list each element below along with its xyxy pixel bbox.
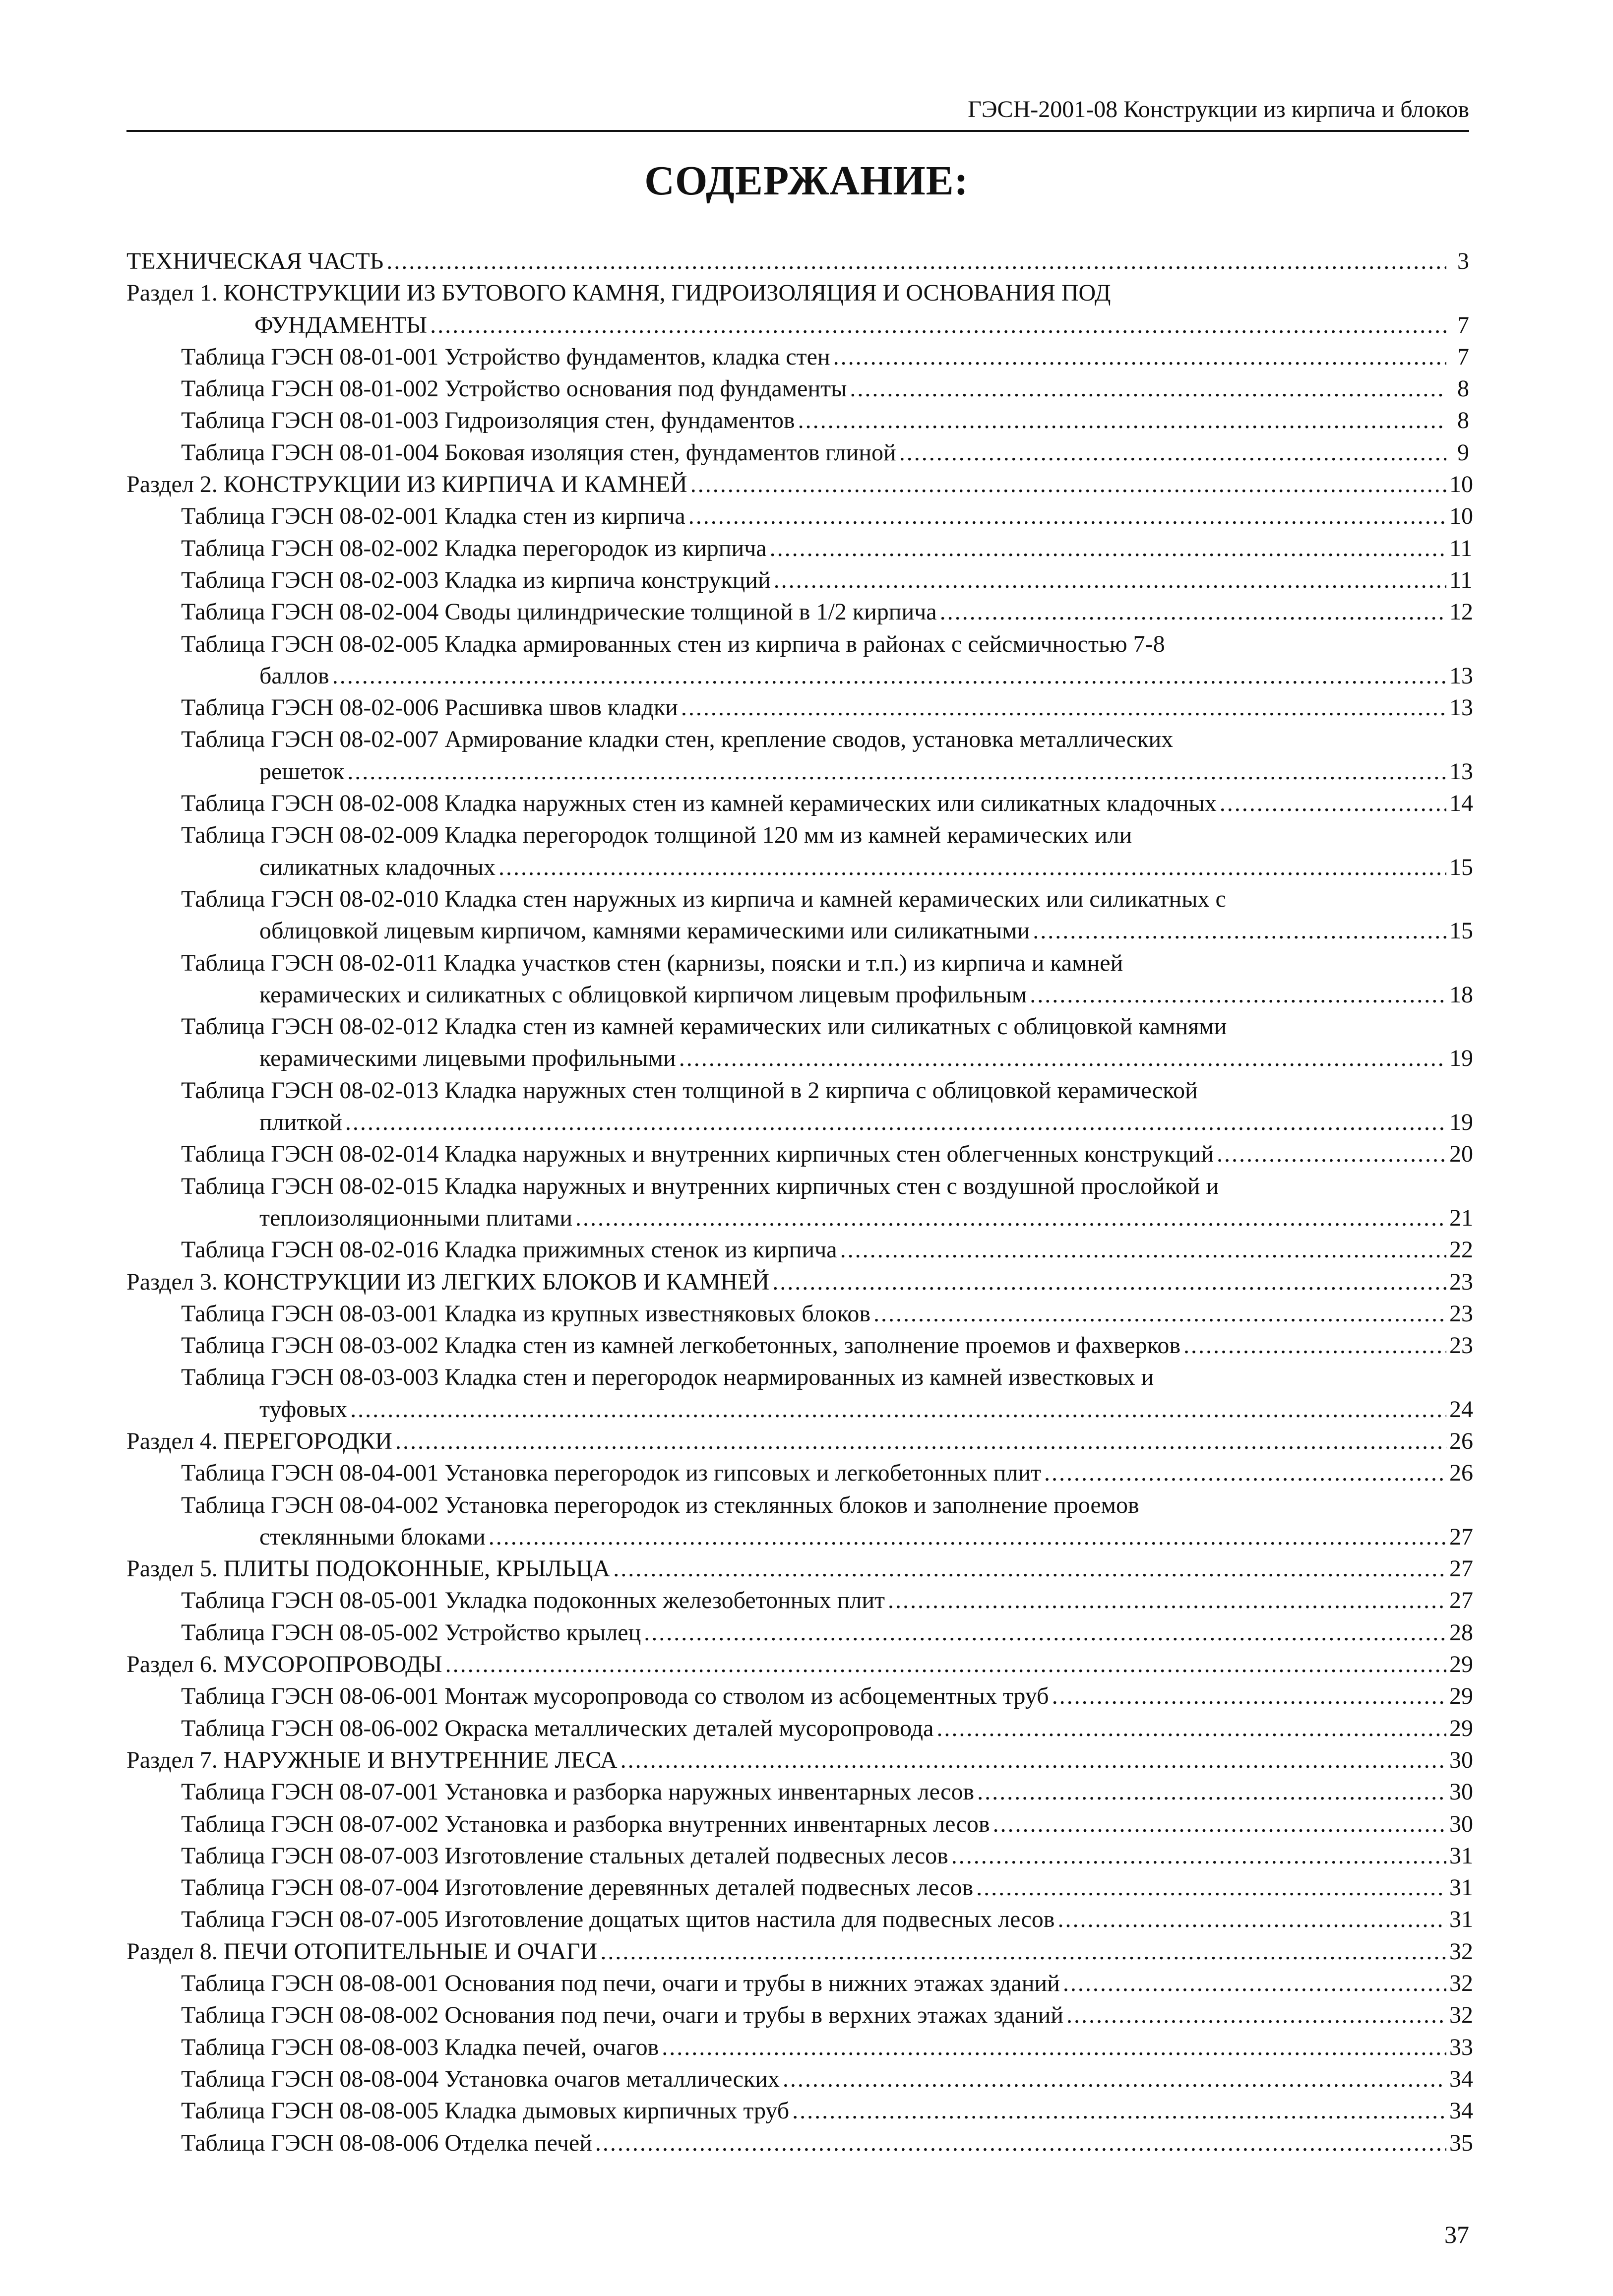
- toc-entry-line: [181, 1585, 1473, 1616]
- toc-section-entry[interactable]: [126, 1936, 1473, 1968]
- toc-entry-label: Таблица ГЭСН 08-01-003 Гидроизоляция стен, фундаментов: [181, 407, 795, 434]
- toc-table-entry[interactable]: [126, 1457, 1473, 1489]
- toc-entry-first-line: Таблица ГЭСН 08-02-010 Кладка стен наружных из кирпича и камней керамических или силикатных с: [181, 885, 1226, 912]
- toc-entry-line: [181, 915, 1473, 947]
- toc-table-entry[interactable]: [126, 1999, 1473, 2031]
- toc-entry-line: [181, 692, 1473, 724]
- toc-entry-label: Таблица ГЭСН 08-02-002 Кладка перегородок из кирпича: [181, 535, 767, 561]
- toc-page-number: 23: [1449, 1300, 1473, 1327]
- page-number: 37: [1444, 2221, 1469, 2248]
- toc-entry-first-line: Таблица ГЭСН 08-02-013 Кладка наружных стен толщиной в 2 кирпича с облицовкой керамической: [181, 1077, 1198, 1104]
- toc-dot-leader: [489, 1521, 1446, 1553]
- toc-page-number: 30: [1449, 1746, 1473, 1773]
- toc-table-entry[interactable]: [126, 819, 1473, 883]
- toc-section-entry[interactable]: [126, 1744, 1473, 1776]
- toc-page-number: 26: [1449, 1460, 1473, 1487]
- toc-page-number: 35: [1449, 2129, 1473, 2156]
- toc-dot-leader: [774, 564, 1446, 596]
- toc-table-entry[interactable]: [126, 1680, 1473, 1712]
- toc-page-number: 15: [1449, 918, 1473, 944]
- toc-dot-leader: [347, 756, 1446, 788]
- toc-table-entry[interactable]: [126, 500, 1473, 532]
- toc-entry-label: Таблица ГЭСН 08-08-001 Основания под печи, очаги и трубы в нижних этажах зданий: [181, 1970, 1060, 1997]
- toc-table-entry[interactable]: [126, 692, 1473, 724]
- toc-entry-line: [181, 373, 1469, 405]
- toc-entry-label: Таблица ГЭСН 08-01-002 Устройство основания под фундаменты: [181, 375, 847, 402]
- toc-dot-leader: [498, 852, 1446, 883]
- toc-page-number: 18: [1449, 981, 1473, 1008]
- toc-entry-line: [181, 2032, 1473, 2063]
- toc-entry-line: [181, 341, 1469, 373]
- toc-entry-line: [181, 405, 1469, 436]
- toc-entry-label: Таблица ГЭСН 08-03-001 Кладка из крупных известняковых блоков: [181, 1300, 871, 1327]
- toc-page-number: 21: [1449, 1204, 1473, 1231]
- toc-page-number: 29: [1449, 1651, 1473, 1678]
- toc-entry-label: Таблица ГЭСН 08-06-002 Окраска металлических деталей мусоропровода: [181, 1715, 934, 1741]
- toc-page-number: 32: [1449, 1970, 1473, 1997]
- toc-entry-label: Таблица ГЭСН 08-07-003 Изготовление стальных деталей подвесных лесов: [181, 1842, 948, 1869]
- toc-page-number: 27: [1449, 1587, 1473, 1614]
- toc-entry-line: [126, 310, 1469, 341]
- toc-entry-label: ТЕХНИЧЕСКАЯ ЧАСТЬ: [126, 248, 384, 274]
- toc-entry-label: решеток: [259, 758, 345, 785]
- toc-page-number: 30: [1449, 1779, 1473, 1805]
- toc-entry-label: Таблица ГЭСН 08-01-004 Боковая изоляция стен, фундаментов глиной: [181, 439, 896, 466]
- toc-entry-line: [181, 1713, 1473, 1744]
- toc-page-number: 33: [1449, 2034, 1473, 2060]
- toc-entry-line: [181, 1234, 1473, 1266]
- toc-table-entry[interactable]: [126, 2127, 1473, 2159]
- toc-entry-label: Таблица ГЭСН 08-08-003 Кладка печей, очагов: [181, 2034, 659, 2060]
- toc-page-number: 20: [1449, 1141, 1473, 1168]
- toc-dot-leader: [770, 533, 1446, 564]
- toc-entry-first-line: Таблица ГЭСН 08-03-003 Кладка стен и перегородок неармированных из камней известковых и: [181, 1364, 1154, 1391]
- toc-entry-label: Таблица ГЭСН 08-07-005 Изготовление дощатых щитов настила для подвесных лесов: [181, 1906, 1055, 1933]
- toc-page-number: 15: [1449, 854, 1473, 880]
- toc-entry-label: Раздел 7. НАРУЖНЫЕ И ВНУТРЕННИЕ ЛЕСА: [126, 1746, 618, 1773]
- toc-entry-label: Таблица ГЭСН 08-05-001 Укладка подоконных железобетонных плит: [181, 1587, 885, 1614]
- toc-entry-first-line: Таблица ГЭСН 08-02-015 Кладка наружных и внутренних кирпичных стен с воздушной прослойкой и: [181, 1173, 1219, 1199]
- toc-table-entry[interactable]: [126, 1330, 1473, 1362]
- toc-entry-label: плиткой: [259, 1109, 342, 1136]
- toc-entry-first-line: Таблица ГЭСН 08-04-002 Установка перегородок из стеклянных блоков и заполнение проемов: [181, 1491, 1139, 1518]
- toc-entry-line: [181, 1138, 1473, 1170]
- toc-entry-label: Таблица ГЭСН 08-06-001 Монтаж мусоропровода со стволом из асбоцементных труб: [181, 1683, 1049, 1710]
- toc-dot-leader: [1063, 1968, 1446, 1999]
- toc-page-number: 7: [1457, 343, 1469, 370]
- toc-entry-first-line: Таблица ГЭСН 08-02-012 Кладка стен из камней керамических или силикатных с облицовкой камнями: [181, 1013, 1227, 1040]
- toc-dot-leader: [993, 1808, 1446, 1840]
- toc-entry-line: [181, 1457, 1473, 1489]
- toc-dot-leader: [1052, 1680, 1446, 1712]
- toc-page-number: 23: [1449, 1268, 1473, 1295]
- toc-entry-label: Таблица ГЭСН 08-08-004 Установка очагов металлических: [181, 2065, 780, 2092]
- toc-entry-label: Раздел 6. МУСОРОПРОВОДЫ: [126, 1651, 442, 1678]
- toc-section-entry[interactable]: [126, 1553, 1473, 1585]
- toc-entry-first-line: Раздел 1. КОНСТРУКЦИИ ИЗ БУТОВОГО КАМНЯ, ГИДРОИЗОЛЯЦИЯ И ОСНОВАНИЯ ПОД: [126, 280, 1111, 307]
- toc-page-number: 11: [1449, 535, 1473, 561]
- toc-entry-label: Таблица ГЭСН 08-02-008 Кладка наружных стен из камней керамических или силикатных кладочных: [181, 790, 1217, 817]
- toc-table-entry[interactable]: [126, 1489, 1473, 1553]
- toc-table-entry[interactable]: [126, 947, 1473, 1011]
- toc-table-entry[interactable]: [126, 883, 1473, 947]
- toc-entry-line: [126, 1266, 1473, 1298]
- toc-table-entry[interactable]: [126, 1362, 1473, 1426]
- toc-entry-line: [181, 564, 1473, 596]
- toc-dot-leader: [899, 437, 1446, 469]
- toc-entry-label: Раздел 2. КОНСТРУКЦИИ ИЗ КИРПИЧА И КАМНЕЙ: [126, 471, 687, 498]
- toc-entry-label: Раздел 3. КОНСТРУКЦИИ ИЗ ЛЕГКИХ БЛОКОВ И КАМНЕЙ: [126, 1268, 770, 1295]
- toc-page-number: 19: [1449, 1109, 1473, 1136]
- toc-entry-line: [126, 1936, 1473, 1968]
- toc-page-number: 10: [1449, 471, 1473, 498]
- toc-dot-leader: [772, 1266, 1446, 1298]
- toc-page-number: 29: [1449, 1715, 1473, 1741]
- toc-entry-line: [126, 1426, 1473, 1457]
- toc-entry-line: [181, 1107, 1473, 1138]
- running-header: ГЭСН-2001-08 Конструкции из кирпича и блоков: [968, 96, 1469, 123]
- toc-table-entry[interactable]: [126, 2063, 1473, 2095]
- toc-dot-leader: [840, 1234, 1446, 1266]
- toc-dot-leader: [1044, 1457, 1446, 1489]
- toc-dot-leader: [1057, 1904, 1446, 1935]
- toc-page-number: 32: [1449, 2002, 1473, 2029]
- toc-entry-first-line: Таблица ГЭСН 08-02-005 Кладка армированных стен из кирпича в районах с сейсмичностью 7-8: [181, 630, 1165, 657]
- toc-dot-leader: [681, 692, 1446, 724]
- toc-entry-label: Таблица ГЭСН 08-07-002 Установка и разборка внутренних инвентарных лесов: [181, 1810, 990, 1837]
- toc-dot-leader: [595, 2127, 1446, 2159]
- toc-dot-leader: [936, 1713, 1446, 1744]
- toc-entry-label: ФУНДАМЕНТЫ: [254, 311, 428, 338]
- toc-entry-label: туфовых: [259, 1396, 348, 1423]
- toc-entry-label: Таблица ГЭСН 08-02-004 Своды цилиндрические толщиной в 1/2 кирпича: [181, 599, 937, 625]
- toc-entry-line: [181, 788, 1473, 819]
- toc-entry-label: Раздел 5. ПЛИТЫ ПОДОКОННЫЕ, КРЫЛЬЦА: [126, 1555, 611, 1582]
- toc-entry-label: Таблица ГЭСН 08-08-002 Основания под печи, очаги и трубы в верхних этажах зданий: [181, 2002, 1063, 2029]
- toc-page-number: 8: [1457, 375, 1469, 402]
- toc-page-number: 31: [1449, 1874, 1473, 1901]
- toc-page-number: 14: [1449, 790, 1473, 817]
- toc-page-number: 13: [1449, 694, 1473, 721]
- toc-dot-leader: [951, 1840, 1446, 1872]
- toc-entry-line: [181, 1298, 1473, 1330]
- toc-table-entry[interactable]: [126, 373, 1469, 405]
- toc-entry-line: [181, 1202, 1473, 1234]
- toc-entry-line: [126, 1553, 1473, 1585]
- toc-table-entry[interactable]: [126, 1171, 1473, 1235]
- toc-page-number: 19: [1449, 1045, 1473, 1072]
- toc-dot-leader: [620, 1744, 1446, 1776]
- toc-entry-label: Таблица ГЭСН 08-02-001 Кладка стен из кирпича: [181, 503, 685, 530]
- toc-table-entry[interactable]: [126, 341, 1469, 373]
- toc-entry-first-line: Таблица ГЭСН 08-02-009 Кладка перегородок толщиной 120 мм из камней керамических или: [181, 822, 1132, 849]
- toc-table-entry[interactable]: [126, 1808, 1473, 1840]
- toc-table-entry[interactable]: [126, 1138, 1473, 1170]
- toc-entry-line: [181, 1840, 1473, 1872]
- toc-entry-line: [126, 1744, 1473, 1776]
- toc-entry-line: [181, 1617, 1473, 1649]
- toc-section-entry[interactable]: [126, 1266, 1473, 1298]
- toc-entry-line: [181, 2127, 1473, 2159]
- toc-dot-leader: [783, 2063, 1446, 2095]
- toc-entry-line: [181, 756, 1473, 788]
- toc-entry-line: [181, 2095, 1473, 2127]
- toc-entry-label: Таблица ГЭСН 08-08-006 Отделка печей: [181, 2129, 592, 2156]
- header-rule: [126, 130, 1469, 132]
- toc-entry-line: [181, 533, 1473, 564]
- toc-dot-leader: [613, 1553, 1446, 1585]
- toc-page-number: 30: [1449, 1810, 1473, 1837]
- toc-entry-label: Таблица ГЭСН 08-07-001 Установка и разборка наружных инвентарных лесов: [181, 1779, 975, 1805]
- toc-entry-line: [181, 1680, 1473, 1712]
- toc-page-number: 13: [1449, 758, 1473, 785]
- toc-dot-leader: [798, 405, 1446, 436]
- toc-page-number: 32: [1449, 1938, 1473, 1965]
- toc-page-number: 22: [1449, 1237, 1473, 1263]
- toc-section-entry[interactable]: [126, 469, 1473, 500]
- toc-entry-line: [181, 1968, 1473, 1999]
- toc-dot-leader: [850, 373, 1446, 405]
- toc-page-number: 27: [1449, 1555, 1473, 1582]
- toc-dot-leader: [430, 310, 1446, 341]
- toc-page-number: 34: [1449, 2065, 1473, 2092]
- toc-entry-label: керамических и силикатных с облицовкой кирпичом лицевым профильным: [259, 981, 1027, 1008]
- toc-table-entry[interactable]: [126, 1713, 1473, 1744]
- toc-dot-leader: [1033, 915, 1446, 947]
- toc-dot-leader: [662, 2032, 1446, 2063]
- toc-entry-line: [181, 1999, 1473, 2031]
- toc-page-number: 26: [1449, 1427, 1473, 1454]
- toc-entry-line: [181, 1330, 1473, 1362]
- toc-dot-leader: [644, 1617, 1446, 1649]
- toc-entry-line: [126, 1649, 1473, 1680]
- toc-dot-leader: [386, 246, 1446, 277]
- toc-dot-leader: [873, 1298, 1446, 1330]
- toc-entry-label: Таблица ГЭСН 08-02-016 Кладка прижимных стенок из кирпича: [181, 1237, 837, 1263]
- toc-entry-line: [181, 2063, 1473, 2095]
- toc-table-entry[interactable]: [126, 2032, 1473, 2063]
- toc-entry-line: [181, 1043, 1473, 1074]
- toc-entry-line: [181, 852, 1473, 883]
- page-title: СОДЕРЖАНИЕ:: [644, 158, 969, 204]
- toc-dot-leader: [690, 469, 1446, 500]
- toc-table-entry[interactable]: [126, 724, 1473, 788]
- toc-dot-leader: [976, 1872, 1446, 1904]
- toc-dot-leader: [1217, 1138, 1446, 1170]
- toc-table-entry[interactable]: [126, 437, 1469, 469]
- toc-page-number: 8: [1457, 407, 1469, 434]
- toc-dot-leader: [575, 1202, 1446, 1234]
- toc-entry-line: [181, 1394, 1473, 1426]
- toc-entry-line: [126, 246, 1469, 277]
- toc-dot-leader: [888, 1585, 1446, 1616]
- toc-entry-line: [181, 1521, 1473, 1553]
- toc-page-number: 3: [1457, 248, 1469, 274]
- toc-entry-label: баллов: [259, 662, 329, 689]
- toc-entry-line: [181, 979, 1473, 1011]
- toc-dot-leader: [1030, 979, 1446, 1011]
- toc-table-entry[interactable]: [126, 1075, 1473, 1139]
- toc-dot-leader: [350, 1394, 1446, 1426]
- toc-dot-leader: [395, 1426, 1446, 1457]
- toc-entry-line: [126, 469, 1473, 500]
- toc-table-entry[interactable]: [126, 2095, 1473, 2127]
- toc-page-number: 23: [1449, 1332, 1473, 1359]
- toc-table-entry[interactable]: [126, 1617, 1473, 1649]
- toc-page-number: 31: [1449, 1842, 1473, 1869]
- toc-entry-first-line: Таблица ГЭСН 08-02-007 Армирование кладки стен, крепление сводов, установка металлических: [181, 726, 1174, 753]
- toc-page-number: 13: [1449, 662, 1473, 689]
- toc-entry-line: [181, 1872, 1473, 1904]
- toc-entry-label: Раздел 8. ПЕЧИ ОТОПИТЕЛЬНЫЕ И ОЧАГИ: [126, 1938, 598, 1965]
- toc-entry-label: Таблица ГЭСН 08-08-005 Кладка дымовых кирпичных труб: [181, 2098, 790, 2124]
- toc-dot-leader: [1220, 788, 1446, 819]
- toc-page-number: 11: [1449, 566, 1473, 593]
- toc-table-entry[interactable]: [126, 596, 1473, 628]
- toc-entry-label: Таблица ГЭСН 08-02-014 Кладка наружных и внутренних кирпичных стен облегченных конструкций: [181, 1141, 1214, 1168]
- toc-section-entry[interactable]: [126, 1649, 1473, 1680]
- toc-entry-label: Таблица ГЭСН 08-04-001 Установка перегородок из гипсовых и легкобетонных плит: [181, 1460, 1041, 1487]
- toc-dot-leader: [977, 1776, 1446, 1808]
- toc-table-entry[interactable]: [126, 1234, 1473, 1266]
- toc-table-entry[interactable]: [126, 1968, 1473, 1999]
- toc-dot-leader: [332, 660, 1446, 692]
- toc-page-number: 24: [1449, 1396, 1473, 1423]
- toc-table-entry[interactable]: [126, 405, 1469, 436]
- toc-table-entry[interactable]: [126, 1872, 1473, 1904]
- toc-table-entry[interactable]: [126, 1011, 1473, 1075]
- toc-entry-label: стеклянными блоками: [259, 1523, 486, 1550]
- toc-entry-line: [181, 437, 1469, 469]
- toc-dot-leader: [600, 1936, 1446, 1968]
- toc-entry-line: [181, 1904, 1473, 1935]
- toc-dot-leader: [792, 2095, 1446, 2127]
- toc-table-entry[interactable]: [126, 533, 1473, 564]
- toc-entry-label: Раздел 4. ПЕРЕГОРОДКИ: [126, 1427, 392, 1454]
- toc-entry-label: Таблица ГЭСН 08-02-006 Расшивка швов кладки: [181, 694, 678, 721]
- toc-page-number: 34: [1449, 2098, 1473, 2124]
- toc-entry-label: Таблица ГЭСН 08-03-002 Кладка стен из камней легкобетонных, заполнение проемов и фахверков: [181, 1332, 1180, 1359]
- toc-section-entry[interactable]: [126, 246, 1469, 277]
- toc-table-entry[interactable]: [126, 628, 1473, 692]
- toc-page-number: 27: [1449, 1523, 1473, 1550]
- toc-table-entry[interactable]: [126, 564, 1473, 596]
- toc-entry-line: [181, 1776, 1473, 1808]
- toc-dot-leader: [688, 500, 1446, 532]
- toc-entry-line: [181, 500, 1473, 532]
- toc-entry-label: Таблица ГЭСН 08-05-002 Устройство крылец: [181, 1619, 641, 1646]
- toc-entry-label: керамическими лицевыми профильными: [259, 1045, 676, 1072]
- toc-section-entry[interactable]: [126, 277, 1469, 341]
- toc-table-entry[interactable]: [126, 1776, 1473, 1808]
- toc-entry-line: [181, 1808, 1473, 1840]
- toc-page-number: 31: [1449, 1906, 1473, 1933]
- toc-entry-first-line: Таблица ГЭСН 08-02-011 Кладка участков стен (карнизы, пояски и т.п.) из кирпича и камней: [181, 949, 1123, 976]
- toc-table-entry[interactable]: [126, 1298, 1473, 1330]
- toc-dot-leader: [940, 596, 1446, 628]
- toc-page-number: 7: [1457, 311, 1469, 338]
- toc-dot-leader: [445, 1649, 1446, 1680]
- toc-dot-leader: [1066, 1999, 1446, 2031]
- toc-dot-leader: [833, 341, 1446, 373]
- toc-table-entry[interactable]: [126, 1840, 1473, 1872]
- toc-entry-line: [181, 660, 1473, 692]
- toc-dot-leader: [345, 1107, 1446, 1138]
- toc-entry-label: Таблица ГЭСН 08-07-004 Изготовление деревянных деталей подвесных лесов: [181, 1874, 974, 1901]
- toc-page-number: 10: [1449, 503, 1473, 530]
- toc-dot-leader: [679, 1043, 1446, 1074]
- toc-page-number: 9: [1457, 439, 1469, 466]
- toc-table-entry[interactable]: [126, 788, 1473, 819]
- toc-entry-label: теплоизоляционными плитами: [259, 1204, 573, 1231]
- toc-page-number: 12: [1449, 599, 1473, 625]
- toc-entry-label: силикатных кладочных: [259, 854, 496, 880]
- toc-entry-label: Таблица ГЭСН 08-02-003 Кладка из кирпича конструкций: [181, 566, 771, 593]
- toc-entry-label: Таблица ГЭСН 08-01-001 Устройство фундаментов, кладка стен: [181, 343, 830, 370]
- toc-table-entry[interactable]: [126, 1585, 1473, 1616]
- toc-entry-line: [181, 596, 1473, 628]
- toc-table-entry[interactable]: [126, 1904, 1473, 1935]
- toc-entry-label: облицовкой лицевым кирпичом, камнями керамическими или силикатными: [259, 918, 1030, 944]
- toc-page-number: 29: [1449, 1683, 1473, 1710]
- toc-dot-leader: [1183, 1330, 1446, 1362]
- toc-section-entry[interactable]: [126, 1426, 1473, 1457]
- table-of-contents: [126, 246, 1473, 2159]
- toc-page-number: 28: [1449, 1619, 1473, 1646]
